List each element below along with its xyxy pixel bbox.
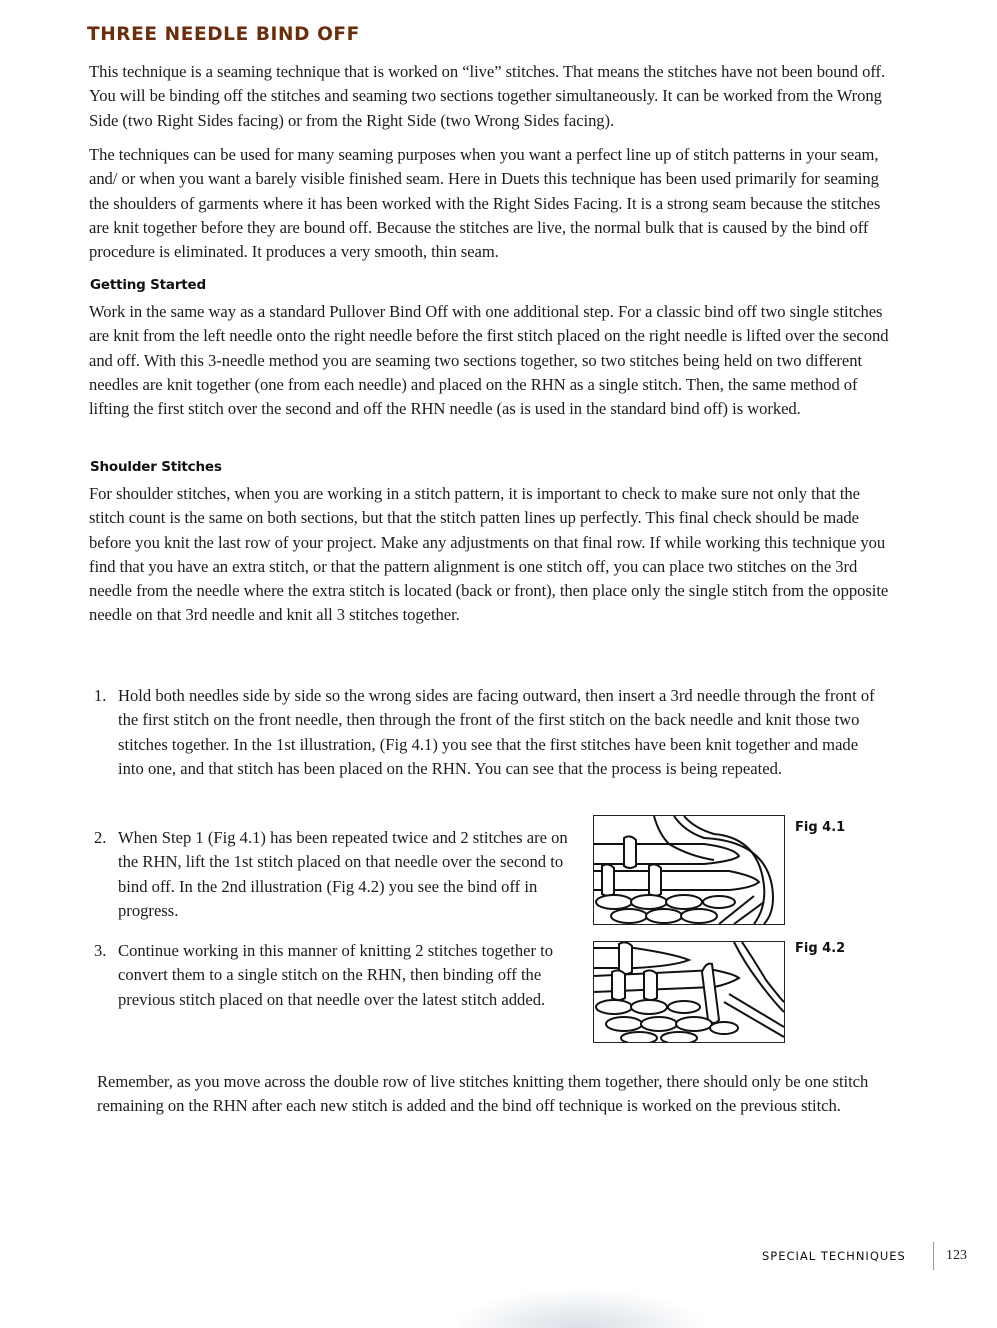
closing-paragraph: Remember, as you move across the double row of live stitches knitting them together, there should only be one stitch remaining on the RHN after each new stitch is added and the bind off technique is worked on the previous stitch.	[97, 1072, 869, 1116]
figure-4-2	[593, 941, 785, 1043]
intro-paragraph-2: The techniques can be used for many seaming purposes when you want a perfect line up of stitch patterns in your seam, and/ or when you want a barely visible finished seam. Here in Duets this technique has been used primarily for seaming the shoulders of garments where it has been worked with the Right Sides Facing. It is a strong seam because the stitches are knit together before they are bound off. Because the stitches are live, the normal bulk that is caused by the bind off procedure is eliminated. It produces a very smooth, thin seam.	[89, 145, 881, 262]
figure-label: Fig 4.2	[795, 941, 846, 956]
page-number: 123	[946, 1248, 967, 1263]
knitting-needles-illustration-icon	[594, 816, 784, 924]
footer-section-title: SPECIAL TECHNIQUES	[762, 1249, 906, 1263]
step-number: 1.	[94, 686, 107, 705]
footer-divider	[933, 1242, 934, 1270]
bind-off-illustration-icon	[594, 942, 784, 1042]
page-title: THREE NEEDLE BIND OFF	[87, 24, 360, 45]
section-body-getting-started: Work in the same way as a standard Pullover Bind Off with one additional step. For a classic bind off two single stitches are knit from the left needle onto the right needle before the first stitch placed on the right needle is lifted over the second and off. With this 3-needle method you are seaming two sections together, so two stitches being held on two different needles are knit together (one from each needle) and placed on the RHN as a single stitch. Then, the same method of lifting the first stitch over the second and off the RHN needle (as is used in the standard bind off) is worked.	[89, 302, 889, 419]
figure-label: Fig 4.1	[795, 820, 846, 835]
figure-4-1	[593, 815, 785, 925]
step-number: 2.	[94, 828, 107, 847]
step-text: Continue working in this manner of knitting 2 stitches together to convert them to a single stitch on the RHN, then binding off the previous stitch placed on that needle over the latest stitch added.	[118, 941, 554, 1009]
section-heading-getting-started: Getting Started	[90, 277, 206, 293]
step-number: 3.	[94, 941, 107, 960]
section-heading-shoulder-stitches: Shoulder Stitches	[90, 459, 222, 475]
step-text: When Step 1 (Fig 4.1) has been repeated twice and 2 stitches are on the RHN, lift the 1st stitch placed on that needle over the second to bind off. In the 2nd illustration (Fig 4.2) you see the bind off in progress.	[118, 828, 568, 920]
section-body-shoulder-stitches: For shoulder stitches, when you are working in a stitch pattern, it is important to check to make sure not only that the stitch count is the same on both sections, but that the stitch patten lines up perfectly. This final check should be made before you knit the last row of your project. Make any adjustments on that final row. If while working this technique you find that you have an extra stitch, or that the pattern alignment is one stitch off, you can place two stitches on the 3rd needle from the needle where the extra stitch is located (back or front), then place only the single stitch from the opposite needle on that 3rd needle and knit all 3 stitches together.	[89, 484, 889, 625]
step-text: Hold both needles side by side so the wrong sides are facing outward, then insert a 3rd needle through the front of the first stitch on the front needle, then through the front of the first stitch on the back needle and knit those two stitches together. In the 1st illustration, (Fig 4.1) you see that the first stitches have been knit together and made into one, and that stitch has been placed on the RHN. You can see that the process is being repeated.	[118, 686, 875, 778]
intro-paragraph-1: This technique is a seaming technique that is worked on “live” stitches. That means the stitches have not been bound off. You will be binding off the stitches and seaming two sections together simultaneously. It can be worked from the Wrong Side (two Right Sides facing) or from the Right Side (two Wrong Sides facing).	[89, 62, 886, 130]
scan-shadow	[450, 1288, 710, 1328]
